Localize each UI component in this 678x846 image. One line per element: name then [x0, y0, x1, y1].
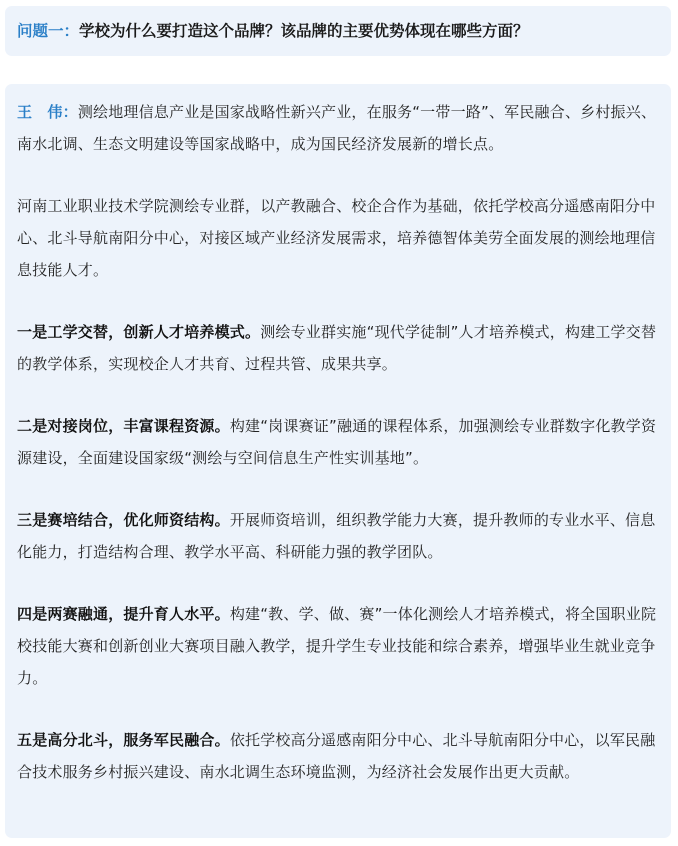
intro-text: 测绘地理信息产业是国家战略性新兴产业，在服务“一带一路”、军民融合、乡村振兴、南水北调、生态文明建设等国家战略中，成为国民经济发展新的增长点。 [17, 103, 657, 153]
point-text-5: 依托学校高分遥感南阳分中心、北斗导航南阳分中心，以军民融合技术服务乡村振兴建设、南水北调生态环境监测，为经济社会发展作出更大贡献。 [17, 731, 656, 781]
point-lead-1: 一是工学交替，创新人才培养模式。 [17, 323, 261, 341]
point-lead-4: 四是两赛融通，提升育人水平。 [17, 605, 230, 623]
question-text: 学校为什么要打造这个品牌？该品牌的主要优势体现在哪些方面？ [79, 22, 529, 40]
point-lead-2: 二是对接岗位，丰富课程资源。 [17, 417, 230, 435]
answer-paragraph-2: 河南工业职业技术学院测绘专业群，以产教融合、校企合作为基础，依托学校高分遥感南阳分中心、北斗导航南阳分中心，对接区域产业经济发展需求，培养德智体美劳全面发展的测绘地理信息技能人才。 [17, 197, 656, 279]
point-paragraph-2 [17, 410, 661, 474]
point-paragraph-3 [17, 504, 661, 568]
question-label: 问题一： [17, 22, 80, 40]
question-heading [17, 21, 659, 41]
point-lead-5: 五是高分北斗，服务军民融合。 [17, 731, 230, 749]
point-text-1: 测绘专业群实施“现代学徒制”人才培养模式，构建工学交替的教学体系，实现校企人才共育、过程共管、成果共享。 [17, 323, 657, 373]
point-text-3: 开展师资培训，组织教学能力大赛，提升教师的专业水平、信息化能力，打造结构合理、教学水平高、科研能力强的教学团队。 [17, 511, 656, 561]
point-paragraph-5 [17, 724, 661, 788]
point-text-2: 构建“岗课赛证”融通的课程体系，加强测绘专业群数字化教学资源建设，全面建设国家级“测绘与空间信息生产性实训基地”。 [17, 417, 657, 467]
answer-intro-paragraph [17, 96, 661, 160]
point-text-4: 构建“教、学、做、赛”一体化测绘人才培养模式，将全国职业院校技能大赛和创新创业大赛项目融入教学，提升学生专业技能和综合素养，增强毕业生就业竞争力。 [17, 605, 657, 687]
point-paragraph-1 [17, 316, 661, 380]
point-lead-3: 三是赛培结合，优化师资结构。 [17, 511, 230, 529]
speaker-name: 王 伟： [17, 103, 78, 121]
question-card [5, 6, 671, 56]
point-paragraph-4 [17, 598, 661, 694]
answer-card [5, 84, 671, 838]
